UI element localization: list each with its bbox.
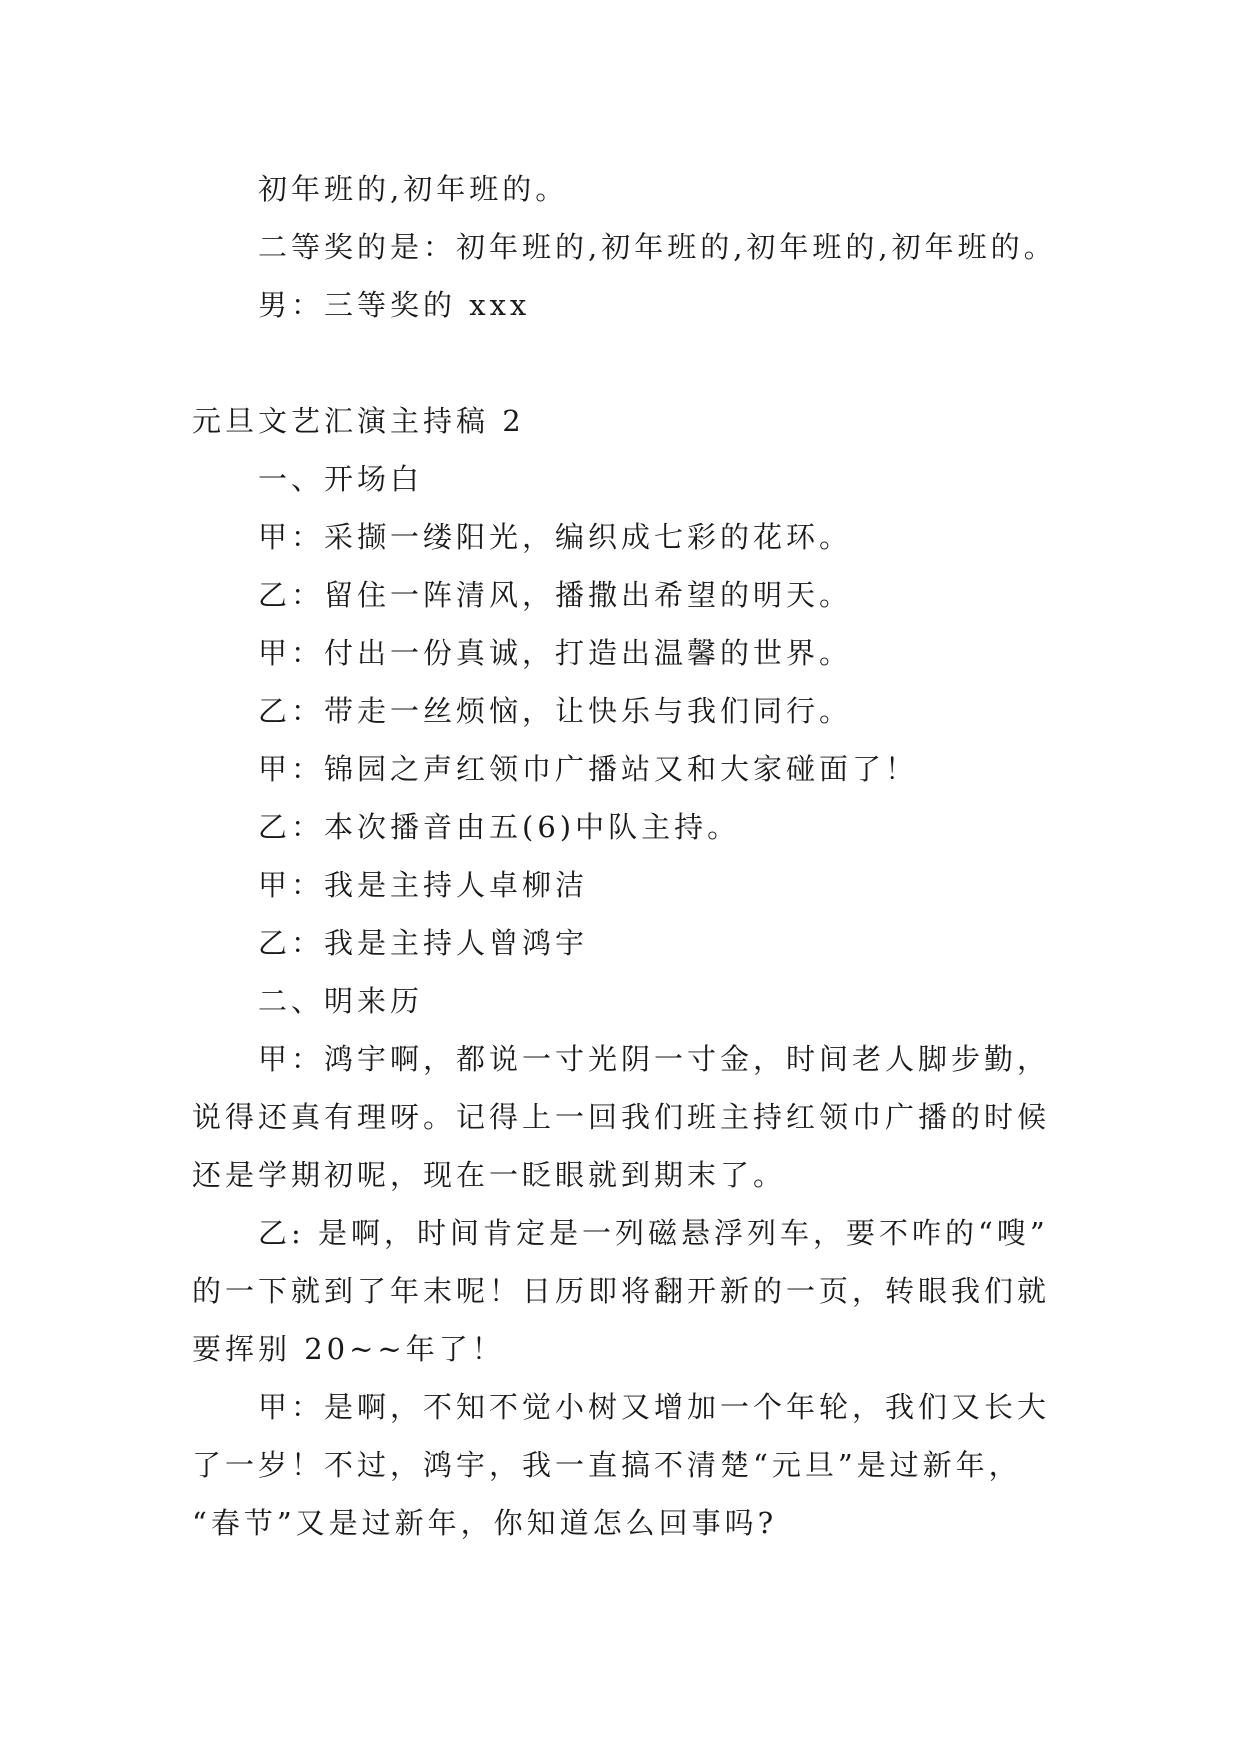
subsection-heading: 二、明来历 <box>258 984 424 1018</box>
dialogue-line: 甲：我是主持人卓柳洁 <box>258 868 589 902</box>
paragraph-line: 的一下就到了年末呢！日历即将翻开新的一页，转眼我们就 <box>192 1274 1051 1308</box>
text-line: 男：三等奖的 xxx <box>258 288 531 322</box>
paragraph <box>192 1030 1072 1204</box>
paragraph-line: 乙: 是啊，时间肯定是一列磁悬浮列车，要不咋的“嗖” <box>258 1216 1049 1250</box>
dialogue-line: 乙：本次播音由五(6)中队主持。 <box>258 810 741 844</box>
dialogue-line: 甲：采撷一缕阳光，编织成七彩的花环。 <box>258 520 853 554</box>
paragraph <box>192 1378 1072 1552</box>
paragraph <box>192 1204 1072 1378</box>
paragraph-line: 说得还真有理呀。记得上一回我们班主持红领巾广播的时候 <box>192 1100 1051 1134</box>
paragraph-line: 还是学期初呢，现在一眨眼就到期末了。 <box>192 1158 787 1192</box>
dialogue-line: 甲：付出一份真诚，打造出温馨的世界。 <box>258 636 853 670</box>
document-body <box>192 160 1072 1552</box>
dialogue-line: 乙：我是主持人曾鸿宇 <box>258 926 589 960</box>
subsection-heading: 一、开场白 <box>258 462 424 496</box>
dialogue-line: 乙：留住一阵清风，播撒出希望的明天。 <box>258 578 853 612</box>
paragraph-line: 了一岁！不过，鸿宇，我一直搞不清楚“元旦”是过新年， <box>192 1448 1022 1482</box>
paragraph-line: 要挥别 20~~年了！ <box>192 1332 505 1366</box>
paragraph-line: 甲：是啊，不知不觉小树又增加一个年轮，我们又长大 <box>258 1390 1051 1424</box>
text-line: 二等奖的是：初年班的,初年班的,初年班的,初年班的。 <box>258 230 1057 264</box>
dialogue-line: 乙：带走一丝烦恼，让快乐与我们同行。 <box>258 694 853 728</box>
section-title: 元旦文艺汇演主持稿 2 <box>192 404 525 438</box>
dialogue-line: 甲：锦园之声红领巾广播站又和大家碰面了！ <box>258 752 919 786</box>
paragraph-line: 甲：鸿宇啊，都说一寸光阴一寸金，时间老人脚步勤， <box>258 1042 1051 1076</box>
text-line: 初年班的,初年班的。 <box>258 172 569 206</box>
paragraph-line: “春节”又是过新年，你知道怎么回事吗? <box>192 1506 778 1540</box>
